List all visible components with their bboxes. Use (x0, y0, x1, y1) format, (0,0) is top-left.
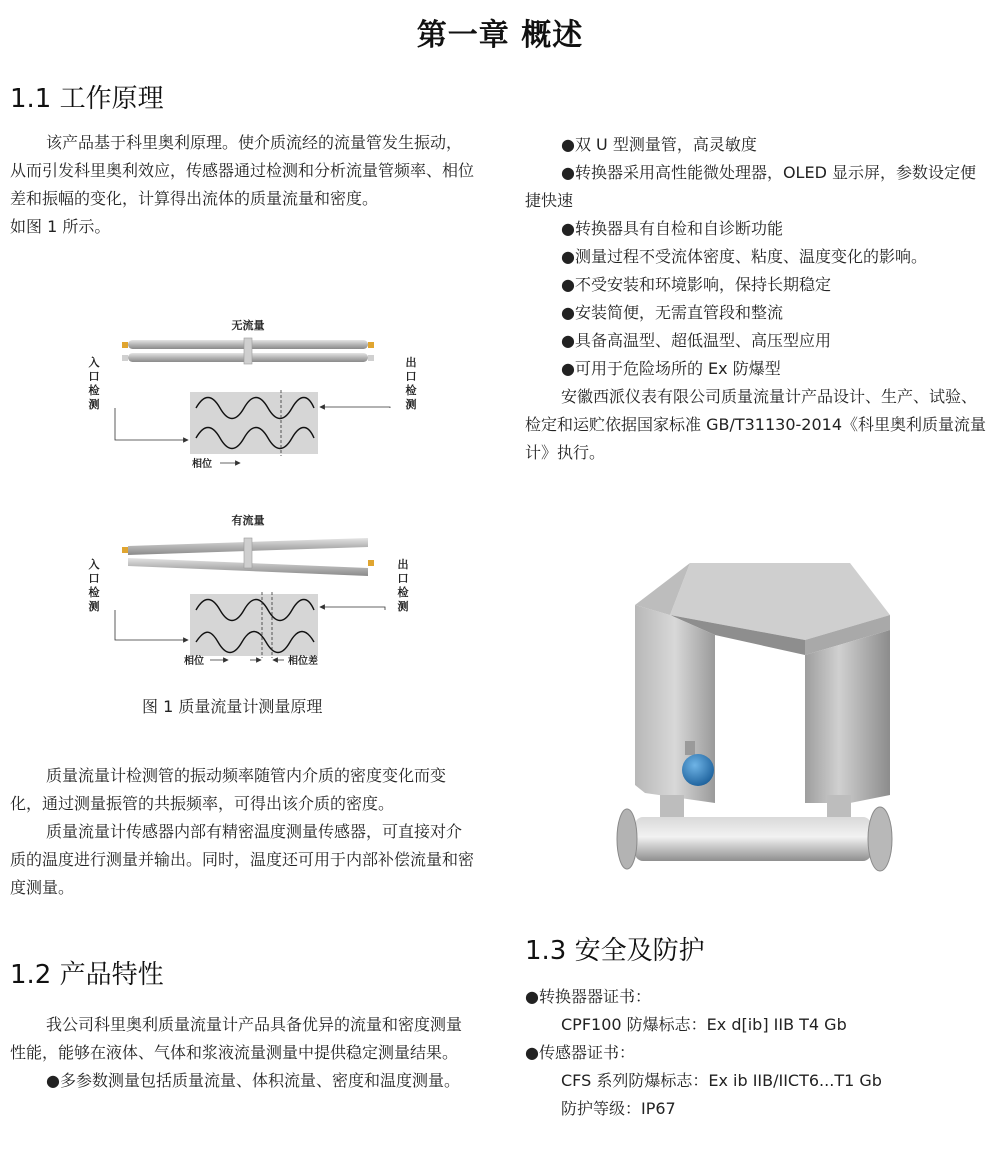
flange-right (868, 807, 892, 871)
phase-difference-label: 相位差 (288, 656, 318, 667)
standard-paragraph: 安徽西派仪表有限公司质量流量计产品设计、生产、试验、检定和运贮依据国家标准 GB/T31130-2014《科里奥利质量流量计》执行。 (525, 387, 987, 462)
no-flow-title: 无流量 (231, 319, 265, 332)
with-flow-outlet-label (398, 557, 410, 613)
svg-text:检: 检 (88, 384, 100, 397)
svg-text:检: 检 (405, 384, 417, 397)
density-paragraph: 质量流量计检测管的振动频率随管内介质的密度变化而变化，通过测量振管的共振频率，可得出该介质的密度。 (10, 766, 447, 813)
figure-reference: 如图 1 所示。 (10, 217, 111, 236)
with-flow-title: 有流量 (231, 514, 265, 527)
with-flow-waveform-box (190, 594, 318, 656)
sensor-cert-value: CFS 系列防爆标志：Ex ib IIB/IICT6...T1 Gb (561, 1071, 882, 1090)
feature-item: ●具备高温型、超低温型、高压型应用 (561, 331, 831, 350)
process-pipe (635, 817, 871, 861)
no-flow-inlet-label (89, 355, 101, 411)
svg-text:出: 出 (405, 356, 417, 369)
housing-right-leg (805, 630, 890, 803)
converter-cert-label: ●转换器器证书： (525, 987, 651, 1006)
section-1-1-title: 1.1 工作原理 (10, 84, 164, 114)
svg-text:测: 测 (397, 600, 409, 613)
protection-rating: 防护等级：IP67 (561, 1099, 676, 1118)
svg-text:口: 口 (397, 572, 409, 585)
driver-coil (244, 538, 252, 568)
svg-text:测: 测 (405, 398, 417, 411)
svg-text:测: 测 (88, 600, 100, 613)
section-1-1-details (10, 762, 476, 902)
product-performance-paragraph: 我公司科里奥利质量流量计产品具备优异的流量和密度测量性能，能够在液体、气体和浆液流量测量中提供稳定测量结果。 (10, 1015, 463, 1062)
svg-text:检: 检 (397, 586, 409, 599)
flowmeter-product-image (605, 555, 910, 885)
figure-1-caption: 图 1 质量流量计测量原理 (142, 697, 323, 716)
svg-text:口: 口 (88, 370, 100, 383)
svg-text:口: 口 (88, 572, 100, 585)
no-flow-tubes (122, 338, 374, 364)
temperature-paragraph: 质量流量计传感器内部有精密温度测量传感器，可直接对介质的温度进行测量并输出。同时，温度还可用于内部补偿流量和密度测量。 (10, 822, 475, 897)
driver-coil (244, 338, 252, 364)
coriolis-principle-diagram (70, 310, 490, 680)
svg-text:出: 出 (397, 558, 409, 571)
no-flow-waveform-box (190, 392, 318, 454)
junction-box-icon (682, 754, 714, 786)
multi-parameter-bullet: ●多参数测量包括质量流量、体积流量、密度和温度测量。 (46, 1071, 460, 1090)
svg-text:测: 测 (88, 398, 100, 411)
no-flow-outlet-label (406, 355, 418, 411)
outlet-cap (368, 342, 374, 348)
with-flow-phase-label: 相位 (184, 656, 204, 667)
feature-item: ●双 U 型测量管，高灵敏度 (561, 135, 757, 154)
chapter-title: 第一章 概述 (416, 18, 584, 53)
with-flow-tubes (122, 538, 374, 576)
inlet-cap (122, 547, 128, 553)
safety-certifications (525, 983, 991, 1123)
feature-list (525, 131, 991, 467)
svg-text:入: 入 (88, 356, 100, 369)
inlet-cap (122, 342, 128, 348)
outlet-cap (368, 560, 374, 566)
svg-text:入: 入 (88, 558, 100, 571)
feature-item: ●可用于危险场所的 Ex 防爆型 (561, 359, 781, 378)
feature-item: ●测量过程不受流体密度、粘度、温度变化的影响。 (561, 247, 927, 266)
sensor-cert-label: ●传感器证书： (525, 1043, 635, 1062)
svg-text:口: 口 (405, 370, 417, 383)
with-flow-inlet-label (89, 557, 101, 613)
feature-item: ●转换器具有自检和自诊断功能 (561, 219, 783, 238)
no-flow-phase-label: 相位 (192, 459, 212, 470)
svg-text:检: 检 (88, 586, 100, 599)
working-principle-paragraph: 该产品基于科里奥利原理。使介质流经的流量管发生振动，从而引发科里奥利效应，传感器通过检测和分析流量管频率、相位差和振幅的变化，计算得出流体的质量流量和密度。 (10, 133, 475, 208)
feature-item: ●不受安装和环境影响，保持长期稳定 (561, 275, 831, 294)
feature-item: ●安装简便，无需直管段和整流 (561, 303, 783, 322)
converter-cert-value: CPF100 防爆标志：Ex d[ib] IIB T4 Gb (561, 1015, 847, 1034)
section-1-2-title: 1.2 产品特性 (10, 960, 164, 990)
section-1-1-intro (10, 129, 476, 241)
feature-item: ●转换器采用高性能微处理器，OLED 显示屏，参数设定便捷快速 (525, 163, 976, 210)
section-1-3-title: 1.3 安全及防护 (525, 936, 705, 966)
section-1-2-body (10, 1011, 476, 1095)
flange-left (617, 809, 637, 869)
